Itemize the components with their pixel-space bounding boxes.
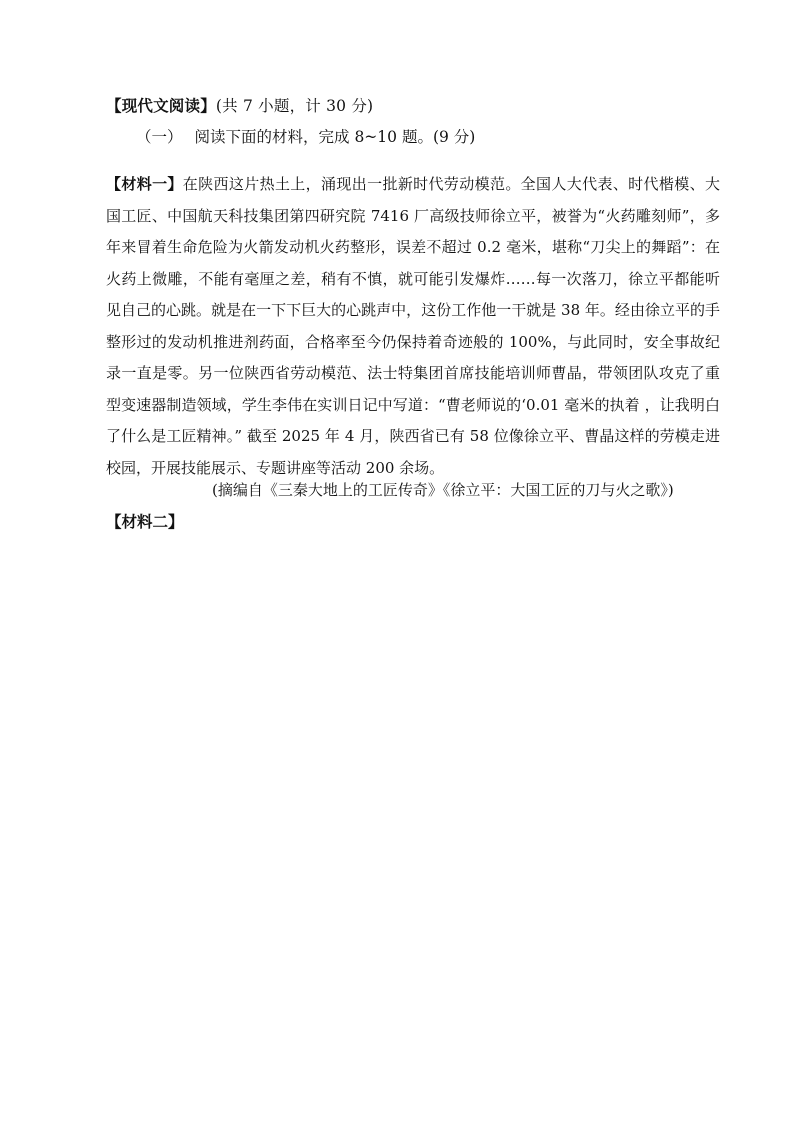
material-one-paragraph (106, 169, 720, 484)
subsection-instruction: 阅读下面的材料，完成 8~10 题。(9 分) (194, 128, 476, 146)
material-one-body: 在陕西这片热土上，涌现出一批新时代劳动模范。全国人大代表、时代楷模、大国工匠、中国航天科技集团第四研究院 7416 厂高级技师徐立平，被誉为“火药雕刻师”，多年来冒着生命危险为火箭发动机火药整形，误差不超过 0.2 毫米，堪称“刀尖上的舞蹈”：在火药上微雕，不能有毫厘之差，稍有不慎，就可能引发爆炸……每一次落刀，徐立平都能听见自己的心跳。就是在一下下巨大的心跳声中，这份工作他一干就是 38 年。经由徐立平的手整形过的发动机推进剂药面，合格率至今仍保持着奇迹般的 100%，与此同时，安全事故纪录一直是零。另一位陕西省劳动模范、法士特集团首席技能培训师曹晶，带领团队攻克了重型变速器制造领域，学生李伟在实训日记中写道：“曹老师说的‘0.01 毫米的执着 ，让我明白了什么是工匠精神。” 截至 2025 年 4 月，陕西省已有 58 位像徐立平、曹晶这样的劳模走进校园，开展技能展示、专题讲座等活动 200 余场。 (106, 175, 720, 477)
source-citation: (摘编自《三秦大地上的工匠传奇》《徐立平：大国工匠的刀与火之歌》) (212, 481, 674, 499)
subsection-number: （一） (136, 128, 183, 146)
section-heading-note: (共 7 小题，计 30 分) (215, 97, 374, 115)
subsection-heading (136, 126, 475, 148)
section-heading (106, 95, 373, 117)
material-one-heading: 【材料一】 (106, 175, 183, 193)
material-two-heading: 【材料二】 (106, 512, 184, 531)
section-heading-label: 【现代文阅读】 (106, 96, 216, 115)
